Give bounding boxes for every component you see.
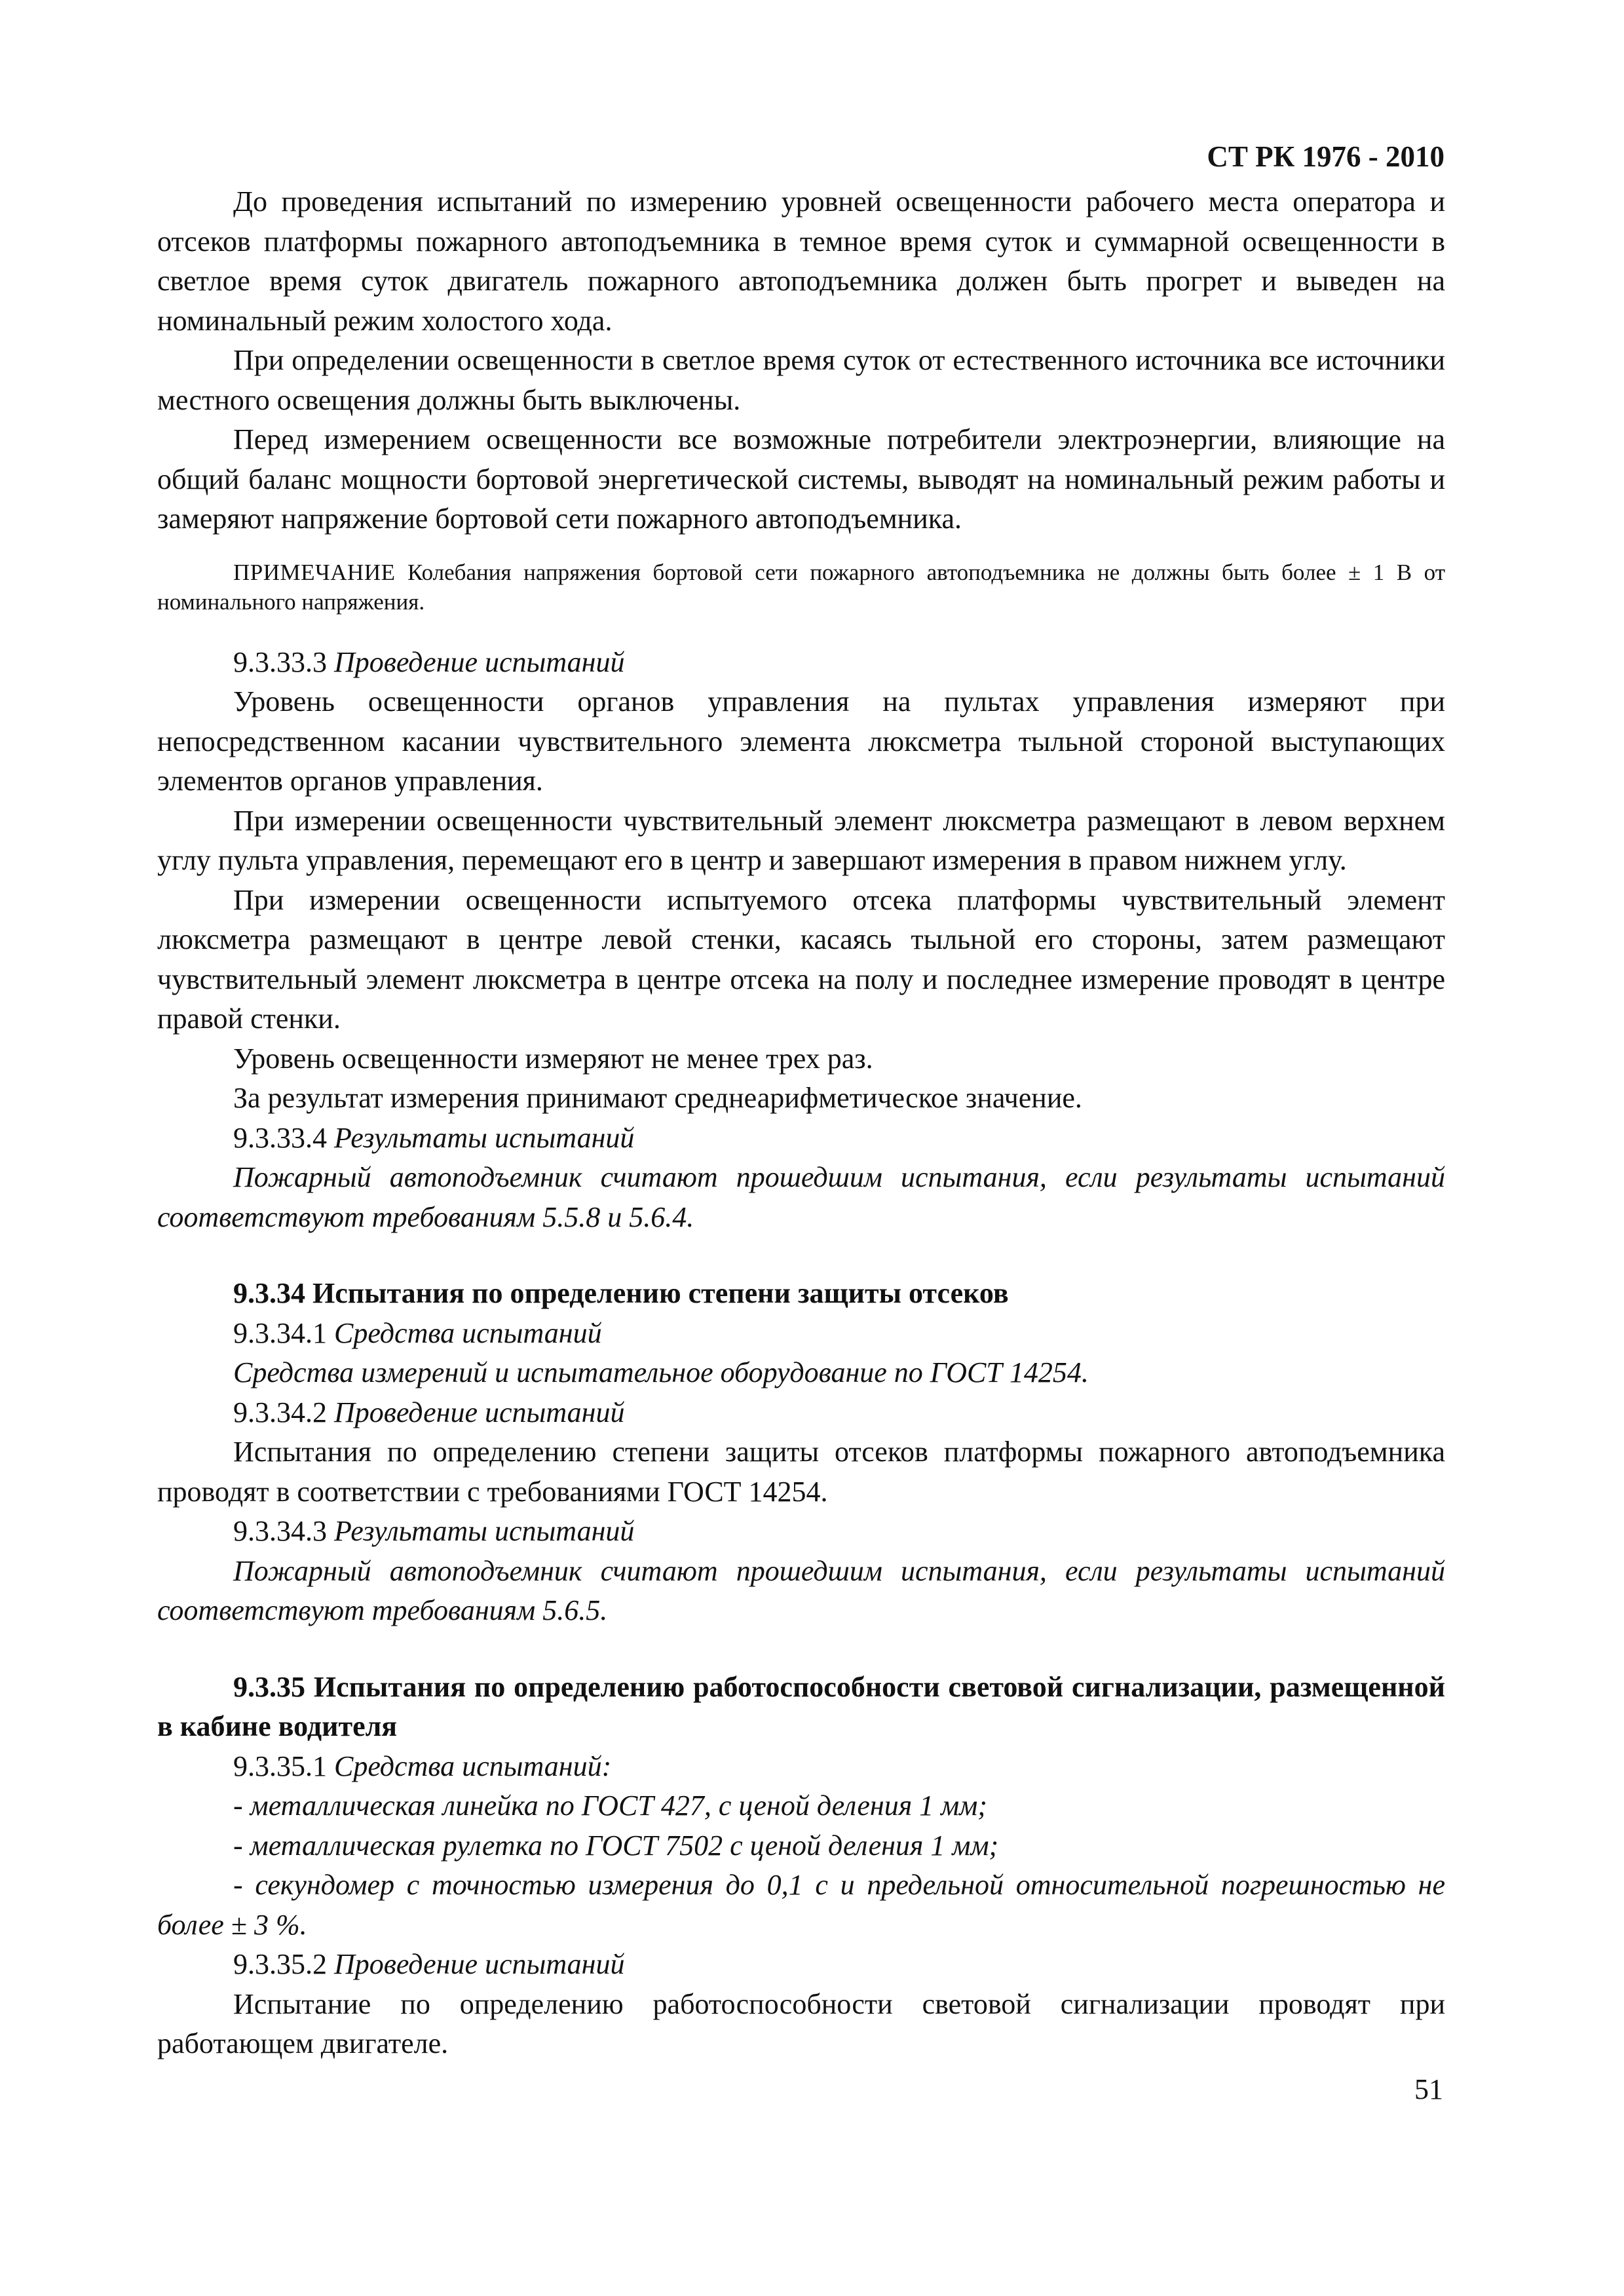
paragraph: Испытания по определению степени защиты отсеков платформы пожарного автоподъемника проводят в соответствии с требованиями ГОСТ 14254. (157, 1436, 1445, 1508)
paragraph: За результат измерения принимают среднеарифметическое значение. (233, 1082, 1082, 1114)
subsection-number: 9.3.34.1 (233, 1316, 327, 1349)
subsection-title: Проведение испытаний (334, 1948, 625, 1980)
note-text: Колебания напряжения бортовой сети пожарного автоподъемника не должны быть более ± 1 В от номинального напряжения. (157, 559, 1445, 615)
subsection-title: Средства испытаний (334, 1316, 602, 1349)
section-heading: 9.3.35 Испытания по определению работоспособности световой сигнализации, размещенной в кабине водителя (157, 1670, 1445, 1742)
subsection-number: 9.3.33.4 (233, 1121, 327, 1154)
paragraph: Средства измерений и испытательное оборудование по ГОСТ 14254. (233, 1356, 1089, 1388)
subsection-heading (157, 1314, 1445, 1354)
subsection-heading (157, 1512, 1445, 1552)
note (157, 558, 1445, 617)
subsection-heading (157, 1119, 1445, 1158)
list-item: - металлическая рулетка по ГОСТ 7502 с ценой деления 1 мм; (233, 1829, 999, 1862)
paragraph: При измерении освещенности чувствительный элемент люксметра размещают в левом верхнем углу пульта управления, перемещают его в центр и завершают измерения в правом нижнем углу. (157, 804, 1445, 876)
subsection-heading (157, 1393, 1445, 1433)
paragraph: Уровень освещенности измеряют не менее трех раз. (233, 1042, 873, 1075)
paragraph: При определении освещенности в светлое время суток от естественного источника все источники местного освещения должны быть выключены. (157, 344, 1445, 416)
subsection-title: Средства испытаний: (334, 1750, 612, 1782)
page-number: 51 (1414, 2073, 1443, 2105)
paragraph: Перед измерением освещенности все возможные потребители электроэнергии, влияющие на общий баланс мощности бортовой энергетической системы, выводят на номинальный режим работы и замеряют напряжение бортовой сети пожарного автоподъемника. (157, 423, 1445, 535)
note-label: ПРИМЕЧАНИЕ (233, 559, 396, 585)
section-heading: 9.3.34 Испытания по определению степени защиты отсеков (233, 1277, 1009, 1309)
paragraph: До проведения испытаний по измерению уровней освещенности рабочего места оператора и отсеков платформы пожарного автоподъемника в темное время суток и суммарной освещенности в светлое время суток двигатель пожарного автоподъемника должен быть прогрет и выведен на номинальный режим холостого хода. (157, 185, 1445, 337)
subsection-number: 9.3.34.3 (233, 1515, 327, 1547)
paragraph: Пожарный автоподъемник считают прошедшим испытания, если результаты испытаний соответствуют требованиям 5.5.8 и 5.6.4. (157, 1161, 1445, 1233)
list-item: - секундомер с точностью измерения до 0,1 с и предельной относительной погрешностью не более ± 3 %. (157, 1869, 1445, 1941)
subsection-heading (157, 643, 1445, 683)
subsection-title: Результаты испытаний (334, 1515, 635, 1547)
subsection-number: 9.3.35.2 (233, 1948, 327, 1980)
paragraph: Пожарный автоподъемник считают прошедшим испытания, если результаты испытаний соответствуют требованиям 5.6.5. (157, 1554, 1445, 1626)
page-body (157, 182, 1445, 2064)
paragraph: Испытание по определению работоспособности световой сигнализации проводят при работающем двигателе. (157, 1987, 1445, 2059)
subsection-title: Проведение испытаний (334, 1396, 625, 1428)
document-designation: СТ РК 1976 - 2010 (1207, 140, 1445, 173)
subsection-number: 9.3.35.1 (233, 1750, 327, 1782)
list-item: - металлическая линейка по ГОСТ 427, с ценой деления 1 мм; (233, 1789, 987, 1822)
paragraph: Уровень освещенности органов управления на пультах управления измеряют при непосредственном касании чувствительного элемента люксметра тыльной стороной выступающих элементов органов управления. (157, 685, 1445, 797)
subsection-number: 9.3.33.3 (233, 645, 327, 678)
subsection-number: 9.3.34.2 (233, 1396, 327, 1428)
subsection-title: Результаты испытаний (334, 1121, 635, 1154)
subsection-heading (157, 1747, 1445, 1787)
subsection-heading (157, 1945, 1445, 1985)
subsection-title: Проведение испытаний (334, 645, 625, 678)
paragraph: При измерении освещенности испытуемого отсека платформы чувствительный элемент люксметра размещают в центре левой стенки, касаясь тыльной его стороны, затем размещают чувствительный элемент люксметра в центре отсека на полу и последнее измерение проводят в центре правой стенки. (157, 883, 1445, 1035)
